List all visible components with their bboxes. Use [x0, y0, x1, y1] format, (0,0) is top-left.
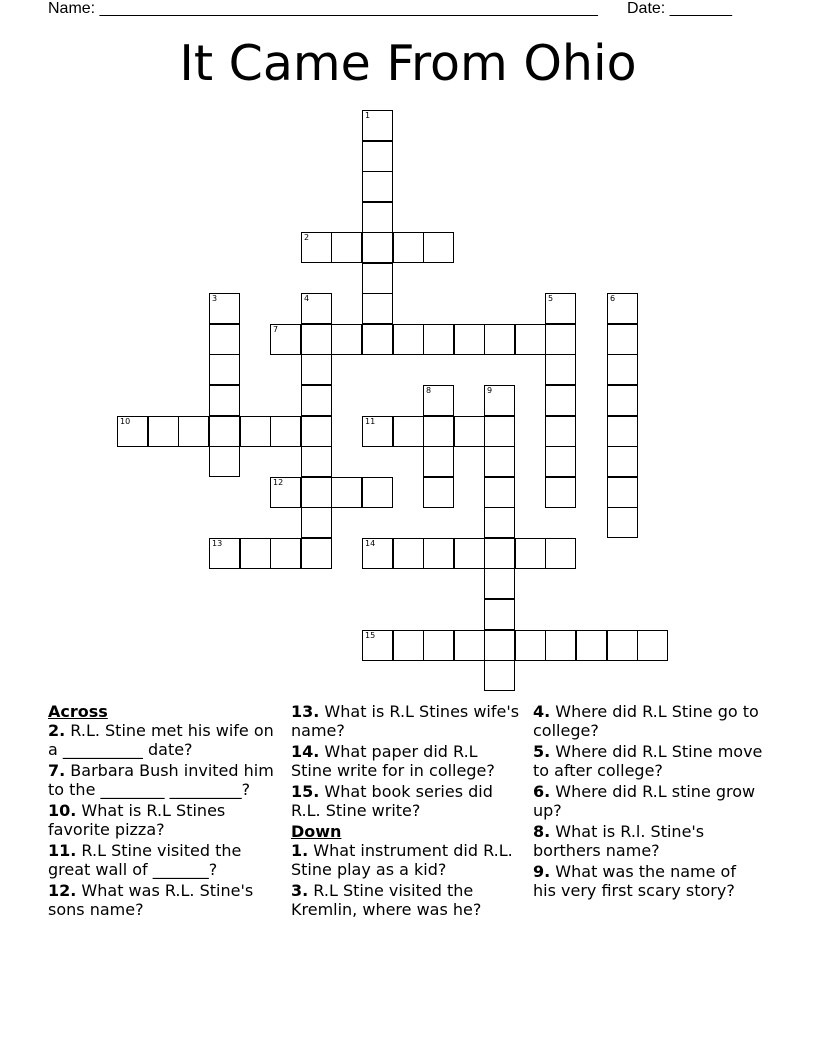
cell-number: 3	[212, 294, 218, 303]
cell-number: 12	[273, 478, 284, 487]
grid-cell[interactable]	[515, 538, 546, 569]
down-heading: Down	[291, 822, 342, 841]
clue-number: 13.	[291, 702, 320, 721]
grid-cell[interactable]	[301, 232, 332, 263]
clue-item	[533, 862, 763, 900]
cell-number: 11	[365, 417, 376, 426]
grid-cell[interactable]	[576, 630, 607, 661]
grid-cell[interactable]	[484, 507, 515, 538]
grid-cell[interactable]	[484, 416, 515, 447]
grid-cell[interactable]	[393, 232, 424, 263]
grid-cell[interactable]	[331, 232, 362, 263]
clue-number: 1.	[291, 841, 309, 860]
grid-cell[interactable]	[545, 416, 576, 447]
clue-item	[291, 841, 521, 879]
across-clue-list	[291, 702, 521, 820]
grid-cell[interactable]	[362, 141, 393, 172]
clues-column-3	[533, 702, 763, 902]
grid-cell[interactable]	[362, 416, 393, 447]
grid-cell[interactable]	[484, 385, 515, 416]
grid-cell[interactable]	[209, 385, 240, 416]
page-title: It Came From Ohio	[179, 35, 637, 92]
grid-cell[interactable]	[270, 477, 301, 508]
clue-item	[48, 721, 278, 759]
grid-cell[interactable]	[423, 477, 454, 508]
grid-cell[interactable]	[423, 416, 454, 447]
clue-text: What instrument did R.L. Stine play as a kid?	[291, 841, 513, 879]
clue-item	[533, 822, 763, 860]
across-heading: Across	[48, 702, 108, 721]
grid-cell[interactable]	[637, 630, 668, 661]
clue-text: What paper did R.L Stine write for in college?	[291, 742, 495, 780]
grid-cell[interactable]	[117, 416, 148, 447]
grid-cell[interactable]	[301, 538, 332, 569]
grid-cell[interactable]	[607, 293, 638, 324]
grid-cell[interactable]	[607, 416, 638, 447]
clue-text: R.L Stine visited the Kremlin, where was he?	[291, 881, 482, 919]
grid-cell[interactable]	[240, 538, 271, 569]
grid-cell[interactable]	[209, 324, 240, 355]
grid-cell[interactable]	[454, 630, 485, 661]
grid-cell[interactable]	[607, 385, 638, 416]
clue-number: 14.	[291, 742, 320, 761]
clue-text: Where did R.L Stine go to college?	[533, 702, 759, 740]
grid-cell[interactable]	[423, 538, 454, 569]
cell-number: 9	[487, 386, 493, 395]
grid-cell[interactable]	[484, 630, 515, 661]
clue-text: Barbara Bush invited him to the ________ _________?	[48, 761, 274, 799]
cell-number: 4	[304, 294, 310, 303]
down-clue-list	[533, 702, 763, 900]
grid-cell[interactable]	[607, 507, 638, 538]
grid-cell[interactable]	[362, 171, 393, 202]
grid-cell[interactable]	[209, 354, 240, 385]
grid-cell[interactable]	[301, 385, 332, 416]
grid-cell[interactable]	[393, 416, 424, 447]
clue-item	[533, 782, 763, 820]
clue-number: 8.	[533, 822, 551, 841]
cell-number: 7	[273, 325, 279, 334]
grid-cell[interactable]	[607, 630, 638, 661]
grid-cell[interactable]	[423, 446, 454, 477]
clue-number: 15.	[291, 782, 320, 801]
grid-cell[interactable]	[454, 538, 485, 569]
grid-cell[interactable]	[301, 354, 332, 385]
grid-cell[interactable]	[362, 324, 393, 355]
cell-number: 13	[212, 539, 223, 548]
clue-number: 9.	[533, 862, 551, 881]
grid-cell[interactable]	[484, 568, 515, 599]
cell-number: 10	[120, 417, 131, 426]
clue-text: R.L. Stine met his wife on a __________ date?	[48, 721, 274, 759]
down-clue-list	[291, 841, 521, 919]
grid-cell[interactable]	[331, 477, 362, 508]
grid-cell[interactable]	[545, 385, 576, 416]
grid-cell[interactable]	[484, 660, 515, 691]
grid-cell[interactable]	[393, 538, 424, 569]
grid-cell[interactable]	[270, 538, 301, 569]
grid-cell[interactable]	[607, 354, 638, 385]
grid-cell[interactable]	[301, 507, 332, 538]
clue-number: 7.	[48, 761, 66, 780]
grid-cell[interactable]	[607, 477, 638, 508]
grid-cell[interactable]	[362, 110, 393, 141]
clue-text: What was the name of his very first scary story?	[533, 862, 736, 900]
grid-cell[interactable]	[545, 324, 576, 355]
grid-cell[interactable]	[607, 324, 638, 355]
grid-cell[interactable]	[423, 385, 454, 416]
grid-cell[interactable]	[301, 293, 332, 324]
grid-cell[interactable]	[209, 538, 240, 569]
cell-number: 6	[610, 294, 616, 303]
name-field-label[interactable]: Name: ________________________________________________________	[48, 0, 598, 17]
cell-number: 1	[365, 111, 371, 120]
grid-cell[interactable]	[545, 630, 576, 661]
grid-cell[interactable]	[178, 416, 209, 447]
grid-cell[interactable]	[484, 446, 515, 477]
grid-cell[interactable]	[545, 446, 576, 477]
grid-cell[interactable]	[209, 416, 240, 447]
clue-item	[533, 742, 763, 780]
clue-item	[48, 881, 278, 919]
clue-item	[291, 702, 521, 740]
clue-item	[48, 841, 278, 879]
grid-cell[interactable]	[423, 232, 454, 263]
cell-number: 2	[304, 233, 310, 242]
grid-cell[interactable]	[362, 202, 393, 233]
clue-number: 11.	[48, 841, 77, 860]
clue-number: 12.	[48, 881, 77, 900]
grid-cell[interactable]	[362, 630, 393, 661]
grid-cell[interactable]	[301, 477, 332, 508]
grid-cell[interactable]	[301, 416, 332, 447]
grid-cell[interactable]	[209, 446, 240, 477]
cell-number: 15	[365, 631, 376, 640]
grid-cell[interactable]	[423, 630, 454, 661]
grid-cell[interactable]	[484, 599, 515, 630]
grid-cell[interactable]	[362, 263, 393, 294]
grid-cell[interactable]	[545, 477, 576, 508]
grid-cell[interactable]	[545, 293, 576, 324]
cell-number: 8	[426, 386, 432, 395]
clue-text: What is R.l. Stine's borthers name?	[533, 822, 705, 860]
cell-number: 14	[365, 539, 376, 548]
grid-cell[interactable]	[545, 538, 576, 569]
grid-cell[interactable]	[454, 416, 485, 447]
clue-number: 4.	[533, 702, 551, 721]
grid-cell[interactable]	[301, 324, 332, 355]
clue-item	[48, 761, 278, 799]
clue-item	[48, 801, 278, 839]
clue-item	[291, 742, 521, 780]
clue-text: What is R.L Stines favorite pizza?	[48, 801, 226, 839]
grid-cell[interactable]	[484, 538, 515, 569]
grid-cell[interactable]	[515, 324, 546, 355]
clue-text: What book series did R.L. Stine write?	[291, 782, 493, 820]
clue-item	[291, 782, 521, 820]
clue-text: Where did R.L stine grow up?	[533, 782, 756, 820]
grid-cell[interactable]	[362, 232, 393, 263]
grid-cell[interactable]	[209, 293, 240, 324]
grid-cell[interactable]	[362, 477, 393, 508]
grid-cell[interactable]	[545, 354, 576, 385]
across-clue-list	[48, 721, 278, 919]
date-field-label[interactable]: Date: _______	[627, 0, 732, 17]
clue-text: What was R.L. Stine's sons name?	[48, 881, 254, 919]
grid-cell[interactable]	[454, 324, 485, 355]
clue-number: 5.	[533, 742, 551, 761]
clue-text: R.L Stine visited the great wall of _______?	[48, 841, 242, 879]
clues-column-1	[48, 702, 278, 921]
grid-cell[interactable]	[331, 324, 362, 355]
grid-cell[interactable]	[607, 446, 638, 477]
grid-cell[interactable]	[423, 324, 454, 355]
grid-cell[interactable]	[362, 538, 393, 569]
clue-number: 2.	[48, 721, 66, 740]
cell-number: 5	[548, 294, 554, 303]
grid-cell[interactable]	[240, 416, 271, 447]
clue-number: 10.	[48, 801, 77, 820]
grid-cell[interactable]	[301, 446, 332, 477]
grid-cell[interactable]	[270, 416, 301, 447]
grid-cell[interactable]	[393, 324, 424, 355]
grid-cell[interactable]	[484, 324, 515, 355]
grid-cell[interactable]	[484, 477, 515, 508]
clue-number: 6.	[533, 782, 551, 801]
grid-cell[interactable]	[362, 293, 393, 324]
grid-cell[interactable]	[393, 630, 424, 661]
clue-text: Where did R.L Stine move to after college?	[533, 742, 763, 780]
grid-cell[interactable]	[515, 630, 546, 661]
clue-item	[291, 881, 521, 919]
clue-number: 3.	[291, 881, 309, 900]
grid-cell[interactable]	[148, 416, 179, 447]
grid-cell[interactable]	[270, 324, 301, 355]
clue-item	[533, 702, 763, 740]
clue-text: What is R.L Stines wife's name?	[291, 702, 520, 740]
clues-column-2	[291, 702, 521, 921]
